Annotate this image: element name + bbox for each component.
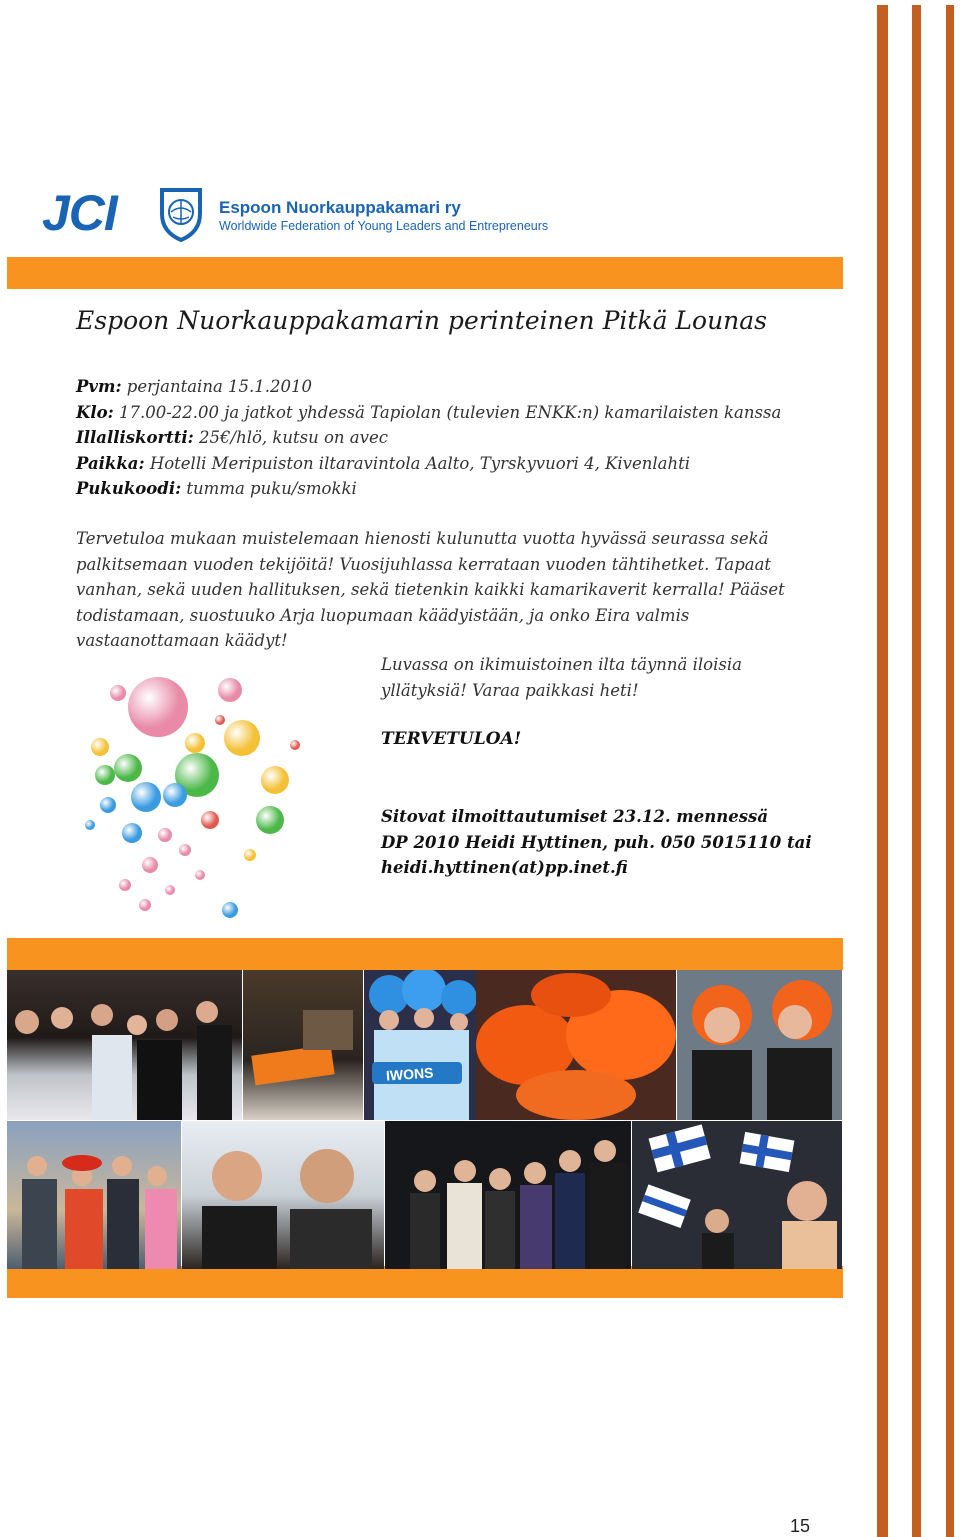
detail-price — [76, 425, 781, 451]
registration-info — [381, 804, 821, 881]
detail-value: 25€/hlö, kutsu on avec — [193, 428, 388, 447]
detail-place — [76, 451, 781, 477]
detail-label: Pukukoodi: — [76, 479, 182, 498]
detail-label: Klo: — [76, 402, 114, 422]
photo-group-formal — [7, 970, 242, 1120]
detail-value: perjantaina 15.1.2010 — [121, 377, 313, 396]
decor-stripe-3 — [946, 5, 954, 1537]
decor-stripe-2 — [912, 5, 921, 1537]
photo-two-men — [182, 1121, 384, 1269]
photo-orange-hair — [677, 970, 842, 1120]
bubbles-illustration — [70, 665, 300, 935]
photo-orange-hats — [476, 970, 676, 1120]
registration-email: heidi.hyttinen(at)pp.inet.fi — [381, 858, 628, 877]
registration-contact: DP 2010 Heidi Hyttinen, puh. 050 5015110 tai — [381, 832, 812, 852]
detail-value: tumma puku/smokki — [181, 479, 357, 498]
photo-finnish-flags — [632, 1121, 842, 1269]
photo-banner — [243, 970, 363, 1120]
registration-deadline: Sitovat ilmoittautumiset 23.12. mennessä — [381, 807, 769, 826]
detail-value: 17.00-22.00 ja jatkot yhdessä Tapiolan (tulevien ENKK:n) kamarilaisten kanssa — [113, 402, 782, 422]
org-subtitle: Worldwide Federation of Young Leaders and Entrepreneurs — [219, 219, 549, 233]
invitation-paragraph: Tervetuloa mukaan muistelemaan hienosti kulunutta vuotta hyvässä seurassa sekä palkitsemaan vuoden tekijöitä! Vuosijuhlassa kerrataan vuoden tähtihetket. Tapaat vanhan, sekä uuden hallituksen, sekä tietenkin kaikki kamarikaverit kerralla! Pääset todistamaan, suostuuko Arja luopumaan käädyistään, ja onko Eira valmis vastaanottamaan käädyt! — [76, 529, 785, 650]
detail-label: Illalliskortti: — [76, 428, 194, 447]
detail-time — [76, 400, 781, 426]
detail-label: Paikka: — [76, 453, 145, 473]
photo-blue-wigs — [364, 970, 476, 1120]
header-orange-bar — [7, 257, 843, 289]
photo-outdoor-group — [7, 1121, 181, 1269]
collage-bottom-bar — [7, 1266, 843, 1298]
collage-top-bar — [7, 938, 843, 970]
shield-logo-icon — [158, 186, 204, 242]
detail-date — [76, 374, 781, 400]
detail-value: Hotelli Meripuiston iltaravintola Aalto, Tyrskyvuori 4, Kivenlahti — [144, 453, 691, 473]
promo-text: Luvassa on ikimuistoinen ilta täynnä iloisia yllätyksiä! Varaa paikkasi heti! — [381, 655, 742, 700]
detail-label: Pvm: — [76, 377, 122, 396]
event-details — [76, 374, 781, 502]
page-number: 15 — [790, 1516, 811, 1536]
org-name: Espoon Nuorkauppakamari ry — [219, 198, 461, 217]
photo-banner-text: IWONS — [385, 1064, 434, 1084]
decor-stripe-1 — [877, 5, 888, 1537]
detail-dresscode — [76, 476, 781, 502]
jci-logo: JCI — [42, 185, 117, 241]
photo-night-group — [385, 1121, 631, 1269]
event-title: Espoon Nuorkauppakamarin perinteinen Pitkä Lounas — [76, 306, 768, 335]
welcome-text: TERVETULOA! — [381, 729, 522, 749]
